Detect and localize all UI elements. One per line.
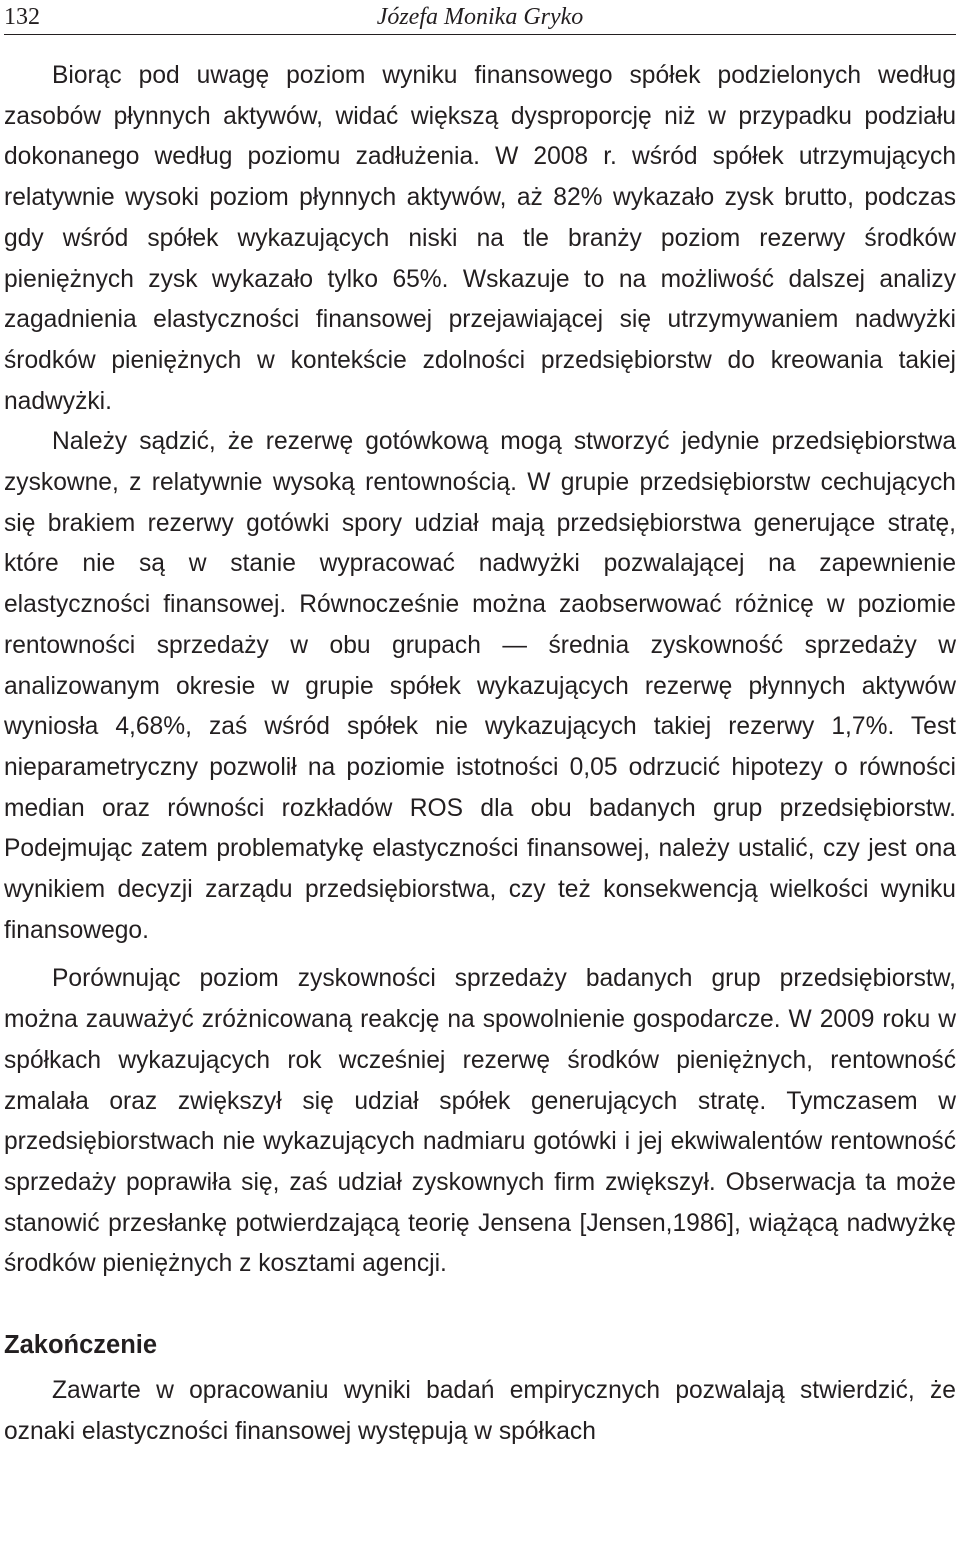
running-head (4, 0, 956, 35)
section-paragraph: Zawarte w opracowaniu wyniki badań empirycznych pozwalają stwierdzić, że oznaki elastyczności finansowej występują w spółkach (4, 1377, 956, 1445)
section-heading: Zakończenie (4, 1331, 158, 1360)
page (4, 0, 956, 1453)
page-number: 132 (4, 4, 40, 30)
paragraph-3: Porównując poziom zyskowności sprzedaży badanych grup przedsiębiorstw, można zauważyć zróżnicowaną reakcję na spowolnienie gospodarcze. W 2009 roku w spółkach wykazujących rok wcześniej rezerwę środków pieniężnych, rentowność zmalała oraz zwiększył się udział spółek generujących stratę. Tymczasem w przedsiębiorstwach nie wykazujących nadmiaru gotówki i jej ekwiwalentów rentowność sprzedaży poprawiła się, zaś udział zyskownych firm zwiększył. Obserwacja ta może stanowić przesłankę potwierdzającą teorię Jensena [Jensen,1986], wiążącą nadwyżkę środków pieniężnych z kosztami agencji. (4, 965, 956, 1278)
body-text (4, 56, 956, 1453)
paragraph-1: Biorąc pod uwagę poziom wyniku finansowego spółek podzielonych według zasobów płynnych aktywów, widać większą dysproporcję niż w przypadku podziału dokonanego według poziomu zadłużenia. W 2008 r. wśród spółek utrzymujących relatywnie wysoki poziom płynnych aktywów, aż 82% wykazało zysk brutto, podczas gdy wśród spółek wykazujących niski na tle branży poziom rezerwy środków pieniężnych zysk wykazało tylko 65%. Wskazuje to na możliwość dalszej analizy zagadnienia elastyczności finansowej przejawiającej się utrzymywaniem nadwyżki środków pieniężnych w kontekście zdolności przedsiębiorstw do kreowania takiej nadwyżki. (4, 62, 956, 415)
paragraph-2: Należy sądzić, że rezerwę gotówkową mogą stworzyć jedynie przedsiębiorstwa zyskowne, z relatywnie wysoką rentownością. W grupie przedsiębiorstw cechujących się brakiem rezerwy gotówki spory udział mają przedsiębiorstwa generujące stratę, które nie są w stanie wypracować nadwyżki pozwalającej na zapewnienie elastyczności finansowej. Równocześnie można zaobserwować różnicę w poziomie rentowności sprzedaży w obu grupach — średnia zyskowność sprzedaży w analizowanym okresie w grupie spółek wykazujących rezerwę płynnych aktywów wyniosła 4,68%, zaś wśród spółek nie wykazujących takiej rezerwy 1,7%. Test nieparametryczny pozwolił na poziomie istotności 0,05 odrzucić hipotezy o równości median oraz równości rozkładów ROS dla obu badanych grup przedsiębiorstw. Podejmując zatem problematykę elastyczności finansowej, należy ustalić, czy jest ona wynikiem decyzji zarządu przedsiębiorstwa, czy też konsekwencją wielkości wyniku finansowego. (4, 428, 956, 944)
running-title-author: Józefa Monika Gryko (376, 4, 584, 30)
